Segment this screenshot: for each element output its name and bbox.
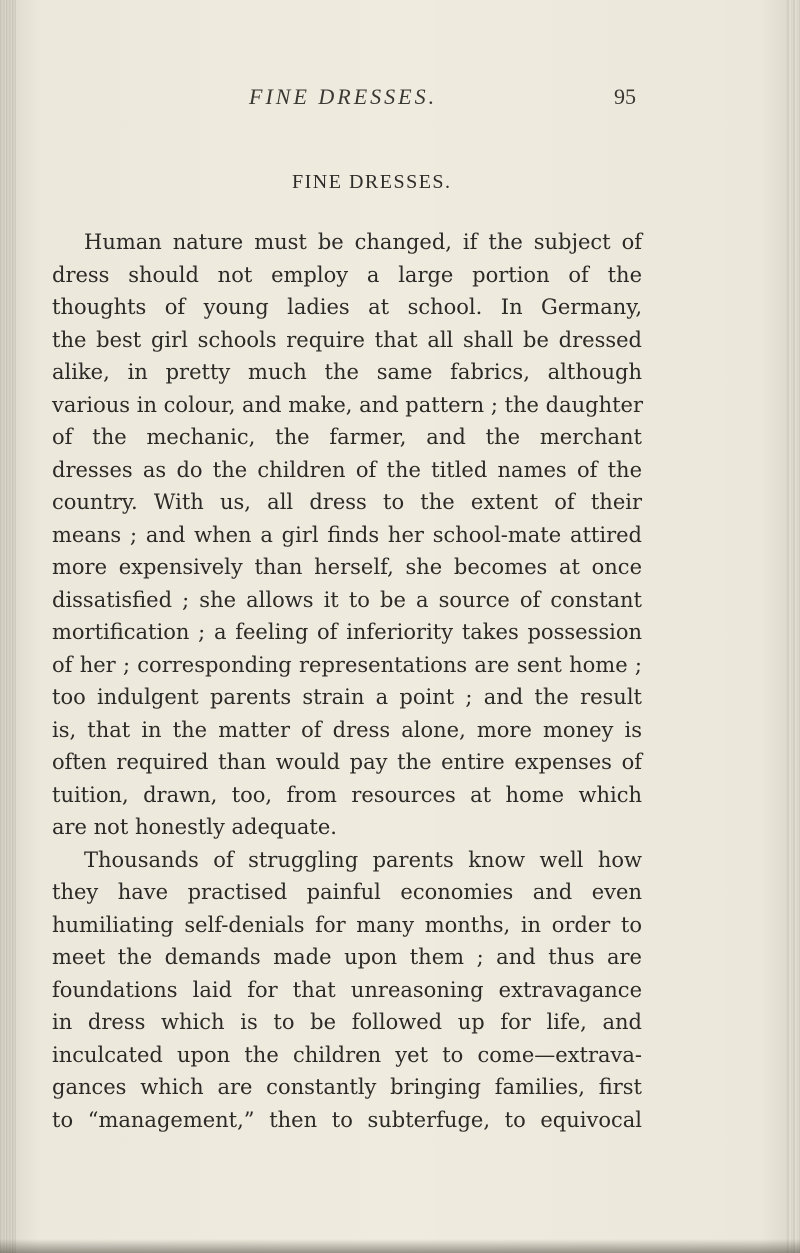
text-line: to “management,” then to subterfuge, to equivocal <box>52 1107 642 1132</box>
text-line: mortification ; a feeling of inferiority takes possession <box>52 620 642 644</box>
text-line: dresses as do the children of the titled names of the <box>52 457 642 482</box>
page-number: 95 <box>614 84 636 109</box>
section-title: FINE DRESSES. <box>292 171 452 193</box>
text-line: are not honestly adequate. <box>52 815 337 839</box>
text-line: meet the demands made upon them ; and thus are <box>52 945 642 969</box>
text-line: foundations laid for that unreasoning extravagance <box>52 977 642 1002</box>
text-line: of the mechanic, the farmer, and the merchant <box>52 425 642 449</box>
text-line: tuition, drawn, too, from resources at home which <box>52 782 642 807</box>
running-head: FINE DRESSES. <box>249 84 438 109</box>
page-bottom-shadow <box>0 1239 800 1253</box>
text-line: is, that in the matter of dress alone, more money is <box>52 717 642 742</box>
text-line: means ; and when a girl finds her school-mate attired <box>52 522 642 547</box>
text-line: often required than would pay the entire expenses of <box>52 750 642 774</box>
text-line: gances which are constantly bringing families, first <box>52 1075 642 1099</box>
page-right-edge <box>786 0 800 1253</box>
text-line: various in colour, and make, and pattern ; the daughter <box>52 392 643 417</box>
text-line: country. With us, all dress to the extent of their <box>52 490 642 514</box>
text-line: humiliating self-denials for many months, in order to <box>52 912 642 937</box>
text-line: dress should not employ a large portion of the <box>52 262 642 287</box>
text-line: Thousands of struggling parents know well how <box>84 847 642 872</box>
text-line: thoughts of young ladies at school. In Germany, <box>52 295 642 319</box>
text-line: alike, in pretty much the same fabrics, although <box>52 360 642 384</box>
text-line: the best girl schools require that all shall be dressed <box>52 327 642 352</box>
text-line: Human nature must be changed, if the subject of <box>84 230 642 254</box>
page-left-edge <box>0 0 16 1253</box>
text-line: of her ; corresponding representations are sent home ; <box>52 652 642 677</box>
text-line: more expensively than herself, she becomes at once <box>52 555 642 579</box>
text-line: they have practised painful economies and even <box>52 880 642 904</box>
body-text <box>52 226 642 1136</box>
text-line: inculcated upon the children yet to come—extrava- <box>52 1042 642 1067</box>
text-line: dissatisfied ; she allows it to be a source of constant <box>52 587 642 612</box>
text-line: too indulgent parents strain a point ; and the result <box>52 685 642 709</box>
text-line: in dress which is to be followed up for life, and <box>52 1010 642 1034</box>
